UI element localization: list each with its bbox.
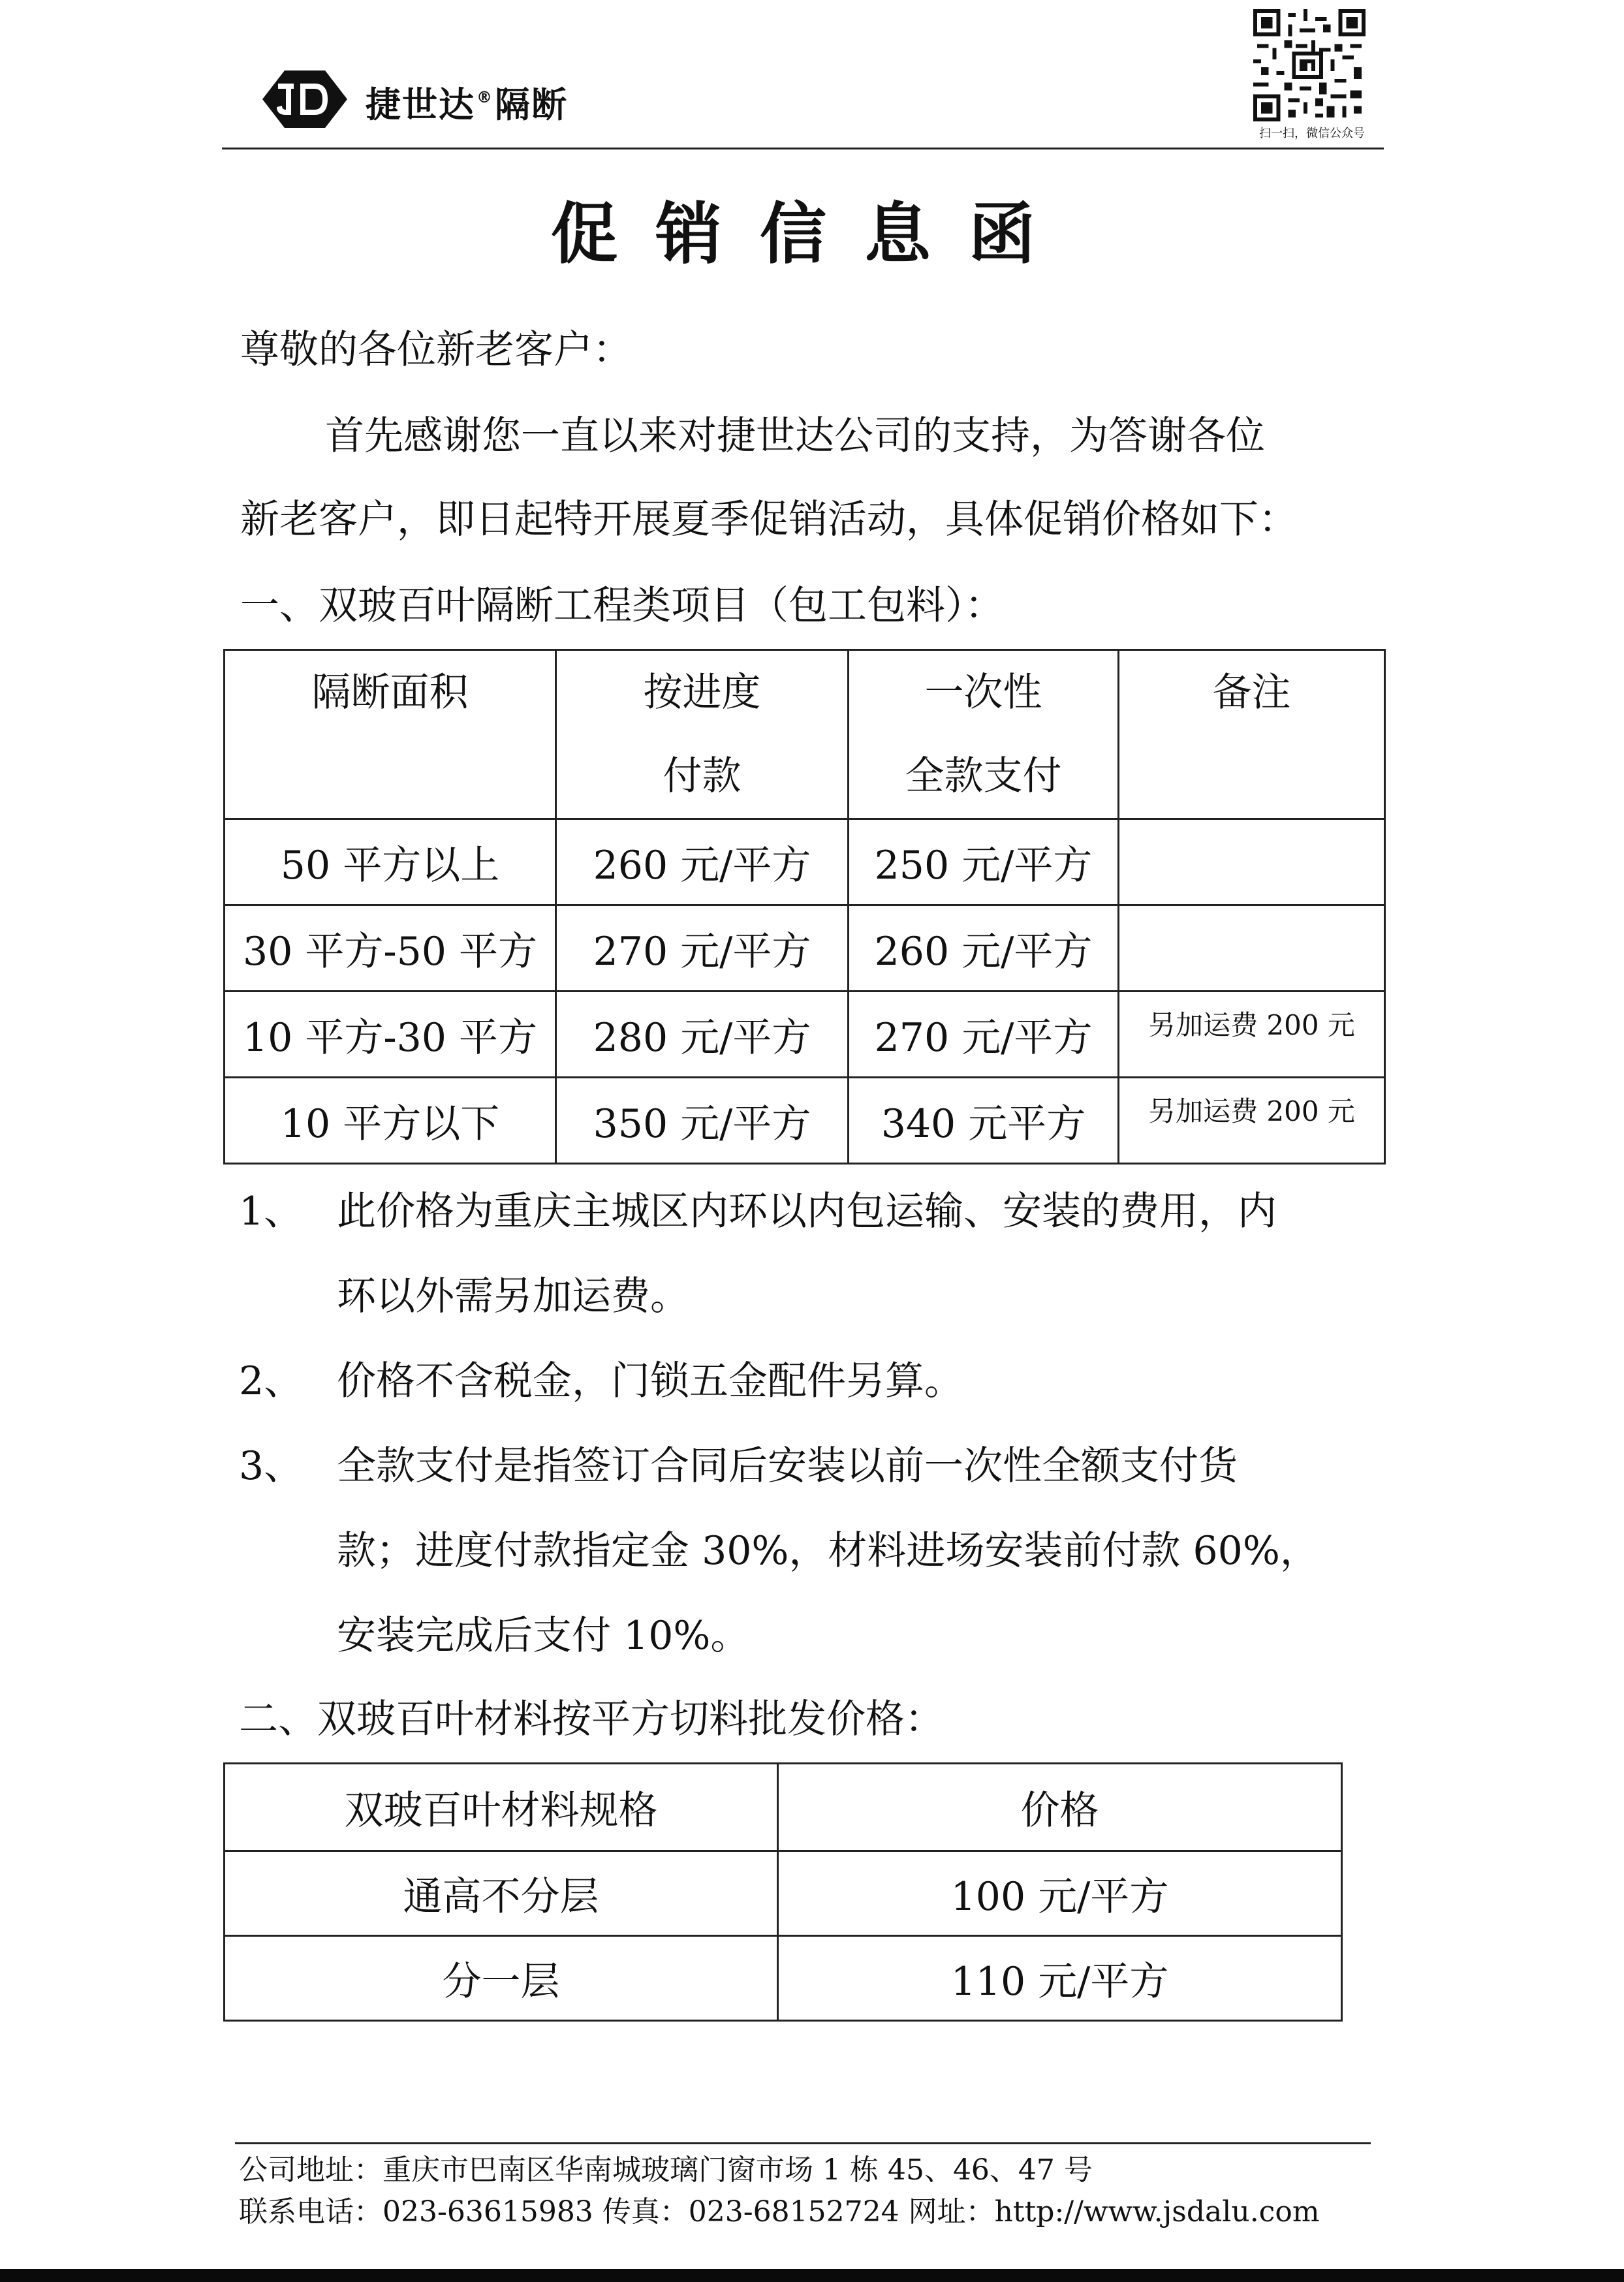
note-3-line-3: 安装完成后支付 10%。 [337, 1613, 750, 1659]
brand-name [366, 77, 568, 127]
scan-edge [0, 2269, 1624, 2282]
header-lump-line1: 一次性 [924, 670, 1042, 715]
cell-area: 10 平方以下 [225, 1078, 556, 1164]
cell-lump-price: 340 元平方 [849, 1078, 1119, 1164]
header-progress-line2: 付款 [663, 753, 742, 799]
cell-material-price: 110 元/平方 [778, 1936, 1342, 2021]
cell-area: 10 平方-30 平方 [225, 992, 556, 1078]
note-2-line-1: 价格不含税金，门锁五金配件另算。 [337, 1358, 963, 1404]
cell-progress-price: 270 元/平方 [556, 905, 849, 992]
qr-caption: 扫一扫，微信公众号 [1259, 127, 1365, 140]
note-1-line-1: 此价格为重庆主城区内环以内包运输、安装的费用，内 [337, 1189, 1277, 1234]
wechat-qr-code [1253, 9, 1366, 121]
brand-suffix: 隔断 [495, 84, 568, 125]
cell-progress-price: 350 元/平方 [556, 1078, 849, 1164]
table-row [225, 1851, 1342, 1936]
cell-remark: 另加运费 200 元 [1119, 1078, 1385, 1164]
header-area [225, 650, 556, 819]
header-progress-payment [556, 650, 849, 819]
document-title: 促销信息函 [551, 196, 1073, 274]
header-lump-line2: 全款支付 [905, 753, 1062, 799]
note-1-line-2: 环以外需另加运费。 [337, 1274, 689, 1319]
cell-remark [1119, 905, 1385, 992]
section1-heading: 一、双玻百叶隔断工程类项目（包工包料）： [240, 583, 1004, 629]
cell-material-spec: 通高不分层 [225, 1851, 778, 1936]
note-1-number: 1、 [239, 1189, 304, 1234]
table-row [225, 1078, 1385, 1164]
footer-divider [235, 2142, 1371, 2144]
greeting: 尊敬的各位新老客户： [240, 327, 632, 373]
cell-progress-price: 260 元/平方 [556, 819, 849, 905]
cell-lump-price: 270 元/平方 [849, 992, 1119, 1078]
company-logo [260, 68, 350, 131]
cell-progress-price: 280 元/平方 [556, 992, 849, 1078]
table-row [225, 905, 1385, 992]
header-lump-sum [849, 650, 1119, 819]
section2-heading: 二、双玻百叶材料按平方切料批发价格： [239, 1696, 944, 1742]
table-row [225, 992, 1385, 1078]
header-divider [222, 148, 1384, 149]
cell-material-price: 100 元/平方 [778, 1851, 1342, 1936]
brand-name-text: 捷世达 [366, 84, 475, 125]
table-row [225, 819, 1385, 905]
header-remark-label: 备注 [1212, 670, 1291, 715]
cell-remark: 另加运费 200 元 [1119, 992, 1385, 1078]
note-2-number: 2、 [239, 1358, 304, 1404]
table-header-row [225, 1764, 1342, 1851]
cell-area: 30 平方-50 平方 [225, 905, 556, 992]
material-price-table [223, 1762, 1343, 2022]
table-header-row [225, 650, 1385, 819]
cell-lump-price: 250 元/平方 [849, 819, 1119, 905]
contact-info: 联系电话：023-63615983 传真：023-68152724 网址：http://www.jsdalu.com [239, 2195, 1320, 2228]
header-progress-line1: 按进度 [643, 670, 761, 715]
note-3-number: 3、 [239, 1443, 304, 1489]
cell-material-spec: 分一层 [225, 1936, 778, 2021]
registered-mark: ® [476, 88, 493, 106]
partition-price-table [223, 649, 1386, 1164]
note-3-line-1: 全款支付是指签订合同后安装以前一次性全额支付货 [337, 1443, 1238, 1489]
cell-area: 50 平方以上 [225, 819, 556, 905]
intro-line-1: 首先感谢您一直以来对捷世达公司的支持，为答谢各位 [325, 413, 1265, 459]
header-material-spec: 双玻百叶材料规格 [225, 1764, 778, 1851]
header-remark [1119, 650, 1385, 819]
header-area-label: 隔断面积 [311, 670, 469, 715]
note-3-line-2: 款；进度付款指定金 30%，材料进场安装前付款 60%， [337, 1528, 1319, 1574]
company-address: 公司地址：重庆市巴南区华南城玻璃门窗市场 1 栋 45、46、47 号 [239, 2153, 1093, 2187]
intro-line-2: 新老客户，即日起特开展夏季促销活动，具体促销价格如下： [240, 497, 1298, 542]
header-price: 价格 [778, 1764, 1342, 1851]
cell-remark [1119, 819, 1385, 905]
cell-lump-price: 260 元/平方 [849, 905, 1119, 992]
table-row [225, 1936, 1342, 2021]
